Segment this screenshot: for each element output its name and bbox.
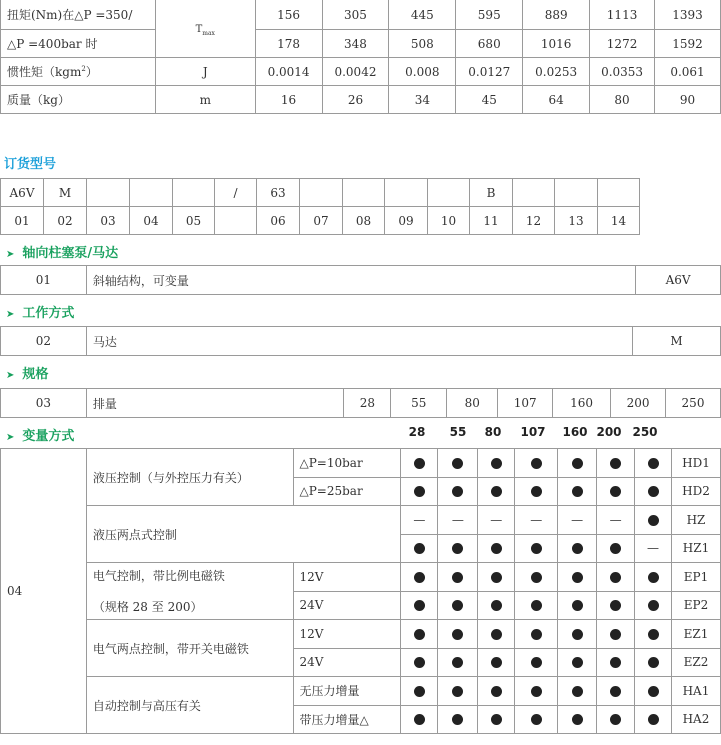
filled-dot-icon bbox=[452, 714, 463, 725]
control-option: 24V bbox=[293, 648, 401, 677]
order-code-title: 订货型号 bbox=[4, 157, 57, 172]
not-available-dash: — bbox=[530, 512, 543, 527]
control-label: 电气控制，带比例电磁铁 bbox=[92, 569, 225, 583]
size-cell: 28 bbox=[344, 389, 391, 418]
tmax-symbol: $T_{max}$ bbox=[155, 0, 255, 58]
availability-cell bbox=[597, 591, 635, 620]
position-cell: 06 bbox=[257, 207, 300, 235]
torque-350-cell: 595 bbox=[456, 0, 523, 30]
mass-cell: 80 bbox=[590, 86, 655, 114]
control-description bbox=[86, 563, 293, 620]
code-cell bbox=[385, 179, 428, 207]
section-01-heading: ➤ 轴向柱塞泵/马达 bbox=[6, 246, 119, 261]
section-description: 排量 bbox=[86, 389, 344, 418]
availability-cell bbox=[438, 449, 478, 478]
availability-cell bbox=[635, 477, 672, 506]
section-number: 03 bbox=[1, 389, 87, 418]
control-row bbox=[1, 620, 721, 649]
mass-cell: 26 bbox=[322, 86, 389, 114]
position-cell bbox=[215, 207, 257, 235]
availability-cell bbox=[401, 534, 438, 563]
filled-dot-icon bbox=[572, 572, 583, 583]
control-option: 带压力增量△ bbox=[293, 705, 401, 734]
torque-400-cell: 348 bbox=[322, 30, 389, 58]
section-03-table bbox=[0, 388, 721, 418]
filled-dot-icon bbox=[414, 572, 425, 583]
availability-cell bbox=[438, 591, 478, 620]
control-code: HA1 bbox=[671, 677, 720, 706]
code-cell bbox=[130, 179, 173, 207]
availability-cell bbox=[438, 677, 478, 706]
inertia-cell: 0.0014 bbox=[255, 58, 322, 86]
code-cell: M bbox=[44, 179, 87, 207]
availability-cell bbox=[635, 648, 672, 677]
size-header: 200 bbox=[596, 425, 622, 439]
inertia-cell: 0.0042 bbox=[322, 58, 389, 86]
not-available-dash: — bbox=[571, 512, 584, 527]
position-cell: 05 bbox=[173, 207, 215, 235]
spec-table bbox=[0, 0, 721, 114]
control-code: EP1 bbox=[671, 563, 720, 592]
availability-cell bbox=[558, 620, 597, 649]
control-label: 电气两点控制，带开关电磁铁 bbox=[92, 641, 249, 656]
size-cell: 80 bbox=[447, 389, 498, 418]
availability-cell bbox=[558, 506, 597, 535]
filled-dot-icon bbox=[610, 486, 621, 497]
section-01-table bbox=[0, 265, 721, 295]
torque-label-1: 扭矩(Nm)在△P =350/ bbox=[1, 0, 156, 30]
arrow-bullet-icon: ➤ bbox=[6, 249, 15, 260]
filled-dot-icon bbox=[531, 657, 542, 668]
position-cell: 04 bbox=[130, 207, 173, 235]
filled-dot-icon bbox=[491, 714, 502, 725]
torque-350-cell: 305 bbox=[322, 0, 389, 30]
availability-cell bbox=[635, 677, 672, 706]
position-cell: 01 bbox=[1, 207, 44, 235]
inertia-cell: 0.061 bbox=[655, 58, 721, 86]
torque-400-cell: 1272 bbox=[590, 30, 655, 58]
code-cell: / bbox=[215, 179, 257, 207]
availability-cell bbox=[558, 563, 597, 592]
torque-350-cell: 156 bbox=[255, 0, 322, 30]
availability-cell bbox=[597, 705, 635, 734]
availability-cell bbox=[478, 449, 515, 478]
control-description bbox=[86, 506, 401, 563]
availability-cell bbox=[558, 648, 597, 677]
availability-cell bbox=[401, 563, 438, 592]
availability-cell bbox=[635, 705, 672, 734]
availability-cell bbox=[635, 449, 672, 478]
inertia-symbol: J bbox=[155, 58, 255, 86]
section-description: 马达 bbox=[86, 327, 632, 356]
availability-cell bbox=[635, 506, 672, 535]
availability-cell bbox=[597, 477, 635, 506]
filled-dot-icon bbox=[491, 629, 502, 640]
order-code-table bbox=[0, 178, 640, 235]
size-cell: 250 bbox=[666, 389, 721, 418]
availability-cell bbox=[478, 506, 515, 535]
availability-cell bbox=[558, 677, 597, 706]
control-code: HZ bbox=[671, 506, 720, 535]
position-cell: 11 bbox=[470, 207, 513, 235]
availability-cell bbox=[597, 506, 635, 535]
control-description bbox=[86, 449, 293, 506]
filled-dot-icon bbox=[572, 458, 583, 469]
filled-dot-icon bbox=[648, 600, 659, 611]
filled-dot-icon bbox=[452, 543, 463, 554]
availability-cell bbox=[401, 477, 438, 506]
inertia-cell: 0.0253 bbox=[523, 58, 590, 86]
code-cell: A6V bbox=[1, 179, 44, 207]
availability-cell bbox=[478, 705, 515, 734]
code-cell bbox=[343, 179, 385, 207]
filled-dot-icon bbox=[572, 600, 583, 611]
section-02-table bbox=[0, 326, 721, 356]
filled-dot-icon bbox=[648, 515, 659, 526]
availability-cell bbox=[597, 449, 635, 478]
filled-dot-icon bbox=[610, 629, 621, 640]
availability-cell bbox=[478, 591, 515, 620]
availability-cell bbox=[478, 677, 515, 706]
filled-dot-icon bbox=[491, 686, 502, 697]
mass-cell: 34 bbox=[389, 86, 456, 114]
availability-cell bbox=[478, 648, 515, 677]
availability-cell bbox=[515, 449, 558, 478]
torque-350-cell: 445 bbox=[389, 0, 456, 30]
availability-cell bbox=[635, 534, 672, 563]
availability-cell bbox=[438, 563, 478, 592]
filled-dot-icon bbox=[531, 714, 542, 725]
availability-cell bbox=[515, 705, 558, 734]
mass-cell: 16 bbox=[255, 86, 322, 114]
availability-cell bbox=[597, 563, 635, 592]
size-header: 80 bbox=[484, 425, 502, 439]
position-cell: 09 bbox=[385, 207, 428, 235]
availability-cell bbox=[635, 591, 672, 620]
control-label-note: （规格 28 至 200） bbox=[92, 600, 203, 614]
filled-dot-icon bbox=[610, 657, 621, 668]
availability-cell bbox=[401, 506, 438, 535]
filled-dot-icon bbox=[648, 657, 659, 668]
availability-cell bbox=[635, 563, 672, 592]
filled-dot-icon bbox=[452, 657, 463, 668]
availability-cell bbox=[438, 477, 478, 506]
filled-dot-icon bbox=[491, 543, 502, 554]
filled-dot-icon bbox=[610, 458, 621, 469]
filled-dot-icon bbox=[610, 543, 621, 554]
control-code: HZ1 bbox=[671, 534, 720, 563]
position-cell: 10 bbox=[428, 207, 470, 235]
control-type-table bbox=[0, 448, 721, 734]
filled-dot-icon bbox=[572, 543, 583, 554]
size-cell: 200 bbox=[611, 389, 666, 418]
position-cell: 07 bbox=[300, 207, 343, 235]
availability-cell bbox=[478, 620, 515, 649]
size-header: 160 bbox=[562, 425, 588, 439]
filled-dot-icon bbox=[648, 714, 659, 725]
filled-dot-icon bbox=[572, 686, 583, 697]
filled-dot-icon bbox=[648, 629, 659, 640]
size-cell: 160 bbox=[553, 389, 611, 418]
filled-dot-icon bbox=[414, 714, 425, 725]
availability-cell bbox=[558, 449, 597, 478]
availability-cell bbox=[478, 563, 515, 592]
availability-cell bbox=[438, 534, 478, 563]
filled-dot-icon bbox=[414, 600, 425, 611]
availability-cell bbox=[438, 648, 478, 677]
control-row bbox=[1, 563, 721, 592]
filled-dot-icon bbox=[491, 486, 502, 497]
torque-350-cell: 889 bbox=[523, 0, 590, 30]
availability-cell bbox=[597, 534, 635, 563]
code-cell bbox=[555, 179, 598, 207]
position-cell: 12 bbox=[513, 207, 555, 235]
availability-cell bbox=[597, 677, 635, 706]
availability-cell bbox=[597, 648, 635, 677]
control-row bbox=[1, 449, 721, 478]
availability-cell bbox=[515, 677, 558, 706]
torque-350-cell: 1113 bbox=[590, 0, 655, 30]
filled-dot-icon bbox=[491, 657, 502, 668]
filled-dot-icon bbox=[531, 458, 542, 469]
size-header: 55 bbox=[449, 425, 467, 439]
not-available-dash: — bbox=[647, 541, 659, 556]
control-option: 无压力增量 bbox=[293, 677, 401, 706]
filled-dot-icon bbox=[452, 486, 463, 497]
availability-cell bbox=[515, 620, 558, 649]
availability-cell bbox=[401, 705, 438, 734]
size-cell: 55 bbox=[391, 389, 447, 418]
control-option: △P=10bar bbox=[293, 449, 401, 478]
inertia-cell: 0.008 bbox=[389, 58, 456, 86]
code-cell bbox=[513, 179, 555, 207]
code-cell bbox=[428, 179, 470, 207]
availability-cell bbox=[401, 449, 438, 478]
section-number: 04 bbox=[1, 449, 87, 734]
not-available-dash: — bbox=[490, 512, 503, 527]
filled-dot-icon bbox=[452, 600, 463, 611]
control-code: HD2 bbox=[671, 477, 720, 506]
control-code: EZ1 bbox=[671, 620, 720, 649]
availability-cell bbox=[558, 477, 597, 506]
not-available-dash: — bbox=[609, 512, 622, 527]
position-cell: 02 bbox=[44, 207, 87, 235]
code-cell: B bbox=[470, 179, 513, 207]
availability-cell bbox=[401, 648, 438, 677]
control-code: EZ2 bbox=[671, 648, 720, 677]
torque-400-cell: 1016 bbox=[523, 30, 590, 58]
code-cell: 63 bbox=[257, 179, 300, 207]
availability-cell bbox=[515, 534, 558, 563]
section-number: 02 bbox=[1, 327, 87, 356]
section-02-heading: ➤ 工作方式 bbox=[6, 306, 75, 321]
section-03-heading: ➤ 规格 bbox=[6, 367, 49, 382]
mass-cell: 45 bbox=[456, 86, 523, 114]
mass-symbol: m bbox=[155, 86, 255, 114]
arrow-bullet-icon: ➤ bbox=[6, 370, 15, 381]
section-04-heading: ➤ 变量方式 bbox=[6, 429, 75, 444]
filled-dot-icon bbox=[610, 572, 621, 583]
mass-cell: 90 bbox=[655, 86, 721, 114]
availability-cell bbox=[515, 591, 558, 620]
availability-cell bbox=[515, 648, 558, 677]
filled-dot-icon bbox=[414, 686, 425, 697]
section-code: A6V bbox=[636, 266, 721, 295]
filled-dot-icon bbox=[572, 486, 583, 497]
control-option: 24V bbox=[293, 591, 401, 620]
filled-dot-icon bbox=[491, 600, 502, 611]
section-description: 斜轴结构，可变量 bbox=[86, 266, 635, 295]
filled-dot-icon bbox=[531, 543, 542, 554]
availability-cell bbox=[401, 620, 438, 649]
filled-dot-icon bbox=[648, 572, 659, 583]
filled-dot-icon bbox=[452, 629, 463, 640]
availability-cell bbox=[478, 477, 515, 506]
filled-dot-icon bbox=[452, 572, 463, 583]
inertia-cell: 0.0127 bbox=[456, 58, 523, 86]
filled-dot-icon bbox=[572, 629, 583, 640]
availability-cell bbox=[558, 591, 597, 620]
filled-dot-icon bbox=[531, 600, 542, 611]
control-row bbox=[1, 506, 721, 535]
filled-dot-icon bbox=[452, 686, 463, 697]
code-cell bbox=[173, 179, 215, 207]
availability-cell bbox=[558, 705, 597, 734]
position-cell: 03 bbox=[87, 207, 130, 235]
filled-dot-icon bbox=[491, 572, 502, 583]
mass-label: 质量（kg） bbox=[1, 86, 156, 114]
filled-dot-icon bbox=[531, 686, 542, 697]
availability-cell bbox=[597, 620, 635, 649]
filled-dot-icon bbox=[610, 714, 621, 725]
availability-cell bbox=[438, 620, 478, 649]
torque-400-cell: 508 bbox=[389, 30, 456, 58]
filled-dot-icon bbox=[610, 600, 621, 611]
availability-cell bbox=[478, 534, 515, 563]
availability-cell bbox=[515, 477, 558, 506]
not-available-dash: — bbox=[413, 512, 426, 527]
availability-cell bbox=[401, 677, 438, 706]
position-cell: 08 bbox=[343, 207, 385, 235]
filled-dot-icon bbox=[610, 686, 621, 697]
control-code: HA2 bbox=[671, 705, 720, 734]
availability-cell bbox=[515, 563, 558, 592]
control-description bbox=[86, 620, 293, 677]
filled-dot-icon bbox=[452, 458, 463, 469]
filled-dot-icon bbox=[414, 458, 425, 469]
torque-400-cell: 680 bbox=[456, 30, 523, 58]
arrow-bullet-icon: ➤ bbox=[6, 309, 15, 320]
filled-dot-icon bbox=[572, 657, 583, 668]
control-option: △P=25bar bbox=[293, 477, 401, 506]
control-description bbox=[86, 677, 293, 734]
availability-cell bbox=[635, 620, 672, 649]
availability-cell bbox=[438, 705, 478, 734]
filled-dot-icon bbox=[531, 572, 542, 583]
size-header: 28 bbox=[408, 425, 426, 439]
filled-dot-icon bbox=[414, 629, 425, 640]
order-position-row bbox=[1, 207, 640, 235]
control-code: EP2 bbox=[671, 591, 720, 620]
control-code: HD1 bbox=[671, 449, 720, 478]
filled-dot-icon bbox=[572, 714, 583, 725]
availability-cell bbox=[438, 506, 478, 535]
control-label: 自动控制与高压有关 bbox=[92, 698, 201, 713]
filled-dot-icon bbox=[531, 629, 542, 640]
order-code-row bbox=[1, 179, 640, 207]
filled-dot-icon bbox=[491, 458, 502, 469]
availability-cell bbox=[558, 534, 597, 563]
availability-cell bbox=[515, 506, 558, 535]
control-label: 液压控制（与外控压力有关） bbox=[92, 470, 249, 485]
torque-400-cell: 1592 bbox=[655, 30, 721, 58]
size-header: 107 bbox=[520, 425, 546, 439]
position-cell: 13 bbox=[555, 207, 598, 235]
torque-label-2: △P =400bar 时 bbox=[1, 30, 156, 58]
position-cell: 14 bbox=[598, 207, 640, 235]
filled-dot-icon bbox=[414, 543, 425, 554]
arrow-bullet-icon: ➤ bbox=[6, 432, 15, 443]
code-cell bbox=[300, 179, 343, 207]
filled-dot-icon bbox=[648, 686, 659, 697]
code-cell bbox=[87, 179, 130, 207]
control-row bbox=[1, 677, 721, 706]
code-cell bbox=[598, 179, 640, 207]
filled-dot-icon bbox=[648, 486, 659, 497]
control-option: 12V bbox=[293, 620, 401, 649]
inertia-cell: 0.0353 bbox=[590, 58, 655, 86]
torque-350-cell: 1393 bbox=[655, 0, 721, 30]
section-code: M bbox=[633, 327, 721, 356]
inertia-label: 惯性矩（kgm$^2$） bbox=[1, 58, 156, 86]
size-cell: 107 bbox=[498, 389, 553, 418]
torque-400-cell: 178 bbox=[255, 30, 322, 58]
section-number: 01 bbox=[1, 266, 87, 295]
mass-cell: 64 bbox=[523, 86, 590, 114]
control-option: 12V bbox=[293, 563, 401, 592]
not-available-dash: — bbox=[451, 512, 464, 527]
filled-dot-icon bbox=[648, 458, 659, 469]
filled-dot-icon bbox=[531, 486, 542, 497]
size-header: 250 bbox=[632, 425, 658, 439]
availability-cell bbox=[401, 591, 438, 620]
filled-dot-icon bbox=[414, 657, 425, 668]
filled-dot-icon bbox=[414, 486, 425, 497]
control-label: 液压两点式控制 bbox=[92, 527, 177, 542]
